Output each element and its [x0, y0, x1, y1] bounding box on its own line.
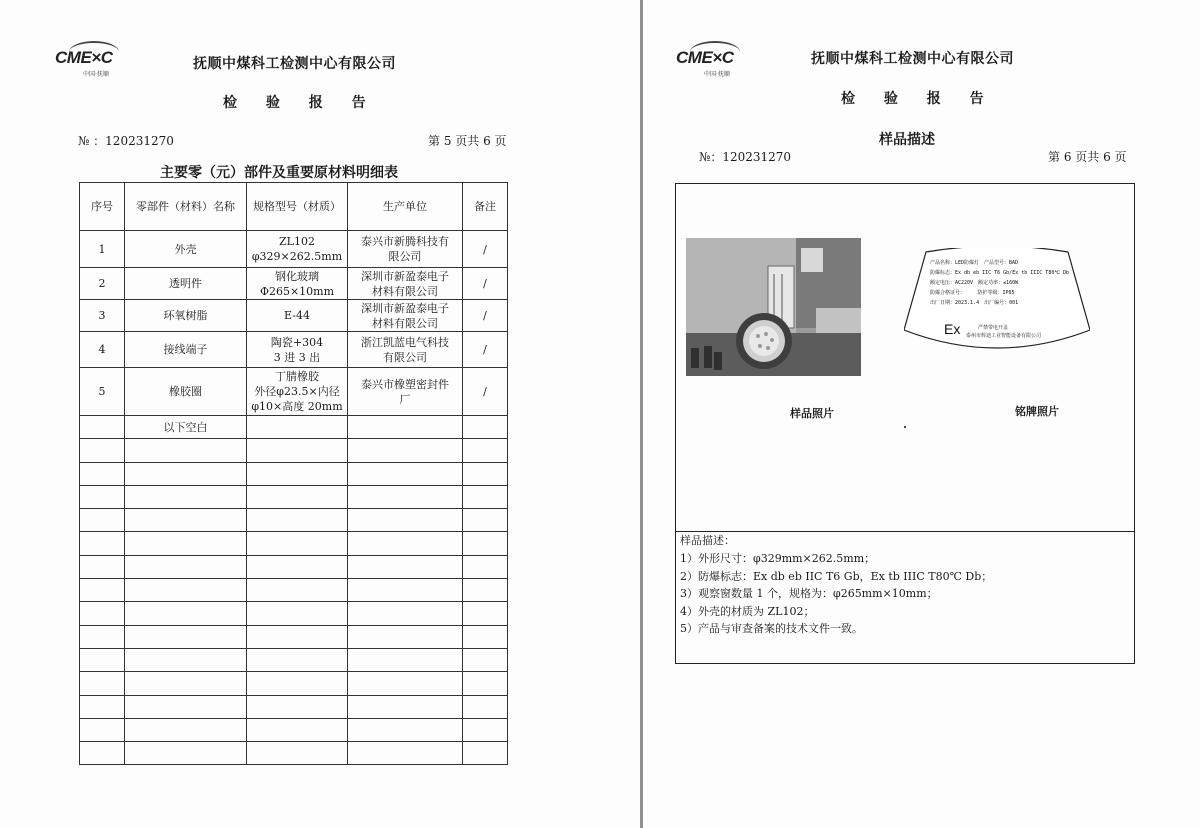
spec-line: 外径φ23.5×内径: [254, 385, 340, 398]
cell-maker: [348, 268, 463, 300]
section-title: 样品描述: [879, 132, 935, 148]
maker-line: 限公司: [388, 250, 422, 263]
photo-caption: 样品照片: [790, 407, 834, 420]
report-title: 检 验 报 告: [841, 91, 996, 107]
cell-empty: [348, 602, 463, 625]
report-title: 检 验 报 告: [223, 95, 378, 111]
cell-empty: [348, 509, 463, 532]
report-number: № ：120231270: [78, 134, 174, 148]
parts-table: [79, 182, 508, 765]
cell-empty: [247, 485, 348, 508]
cell-empty: [247, 416, 348, 439]
cell-empty: [80, 532, 125, 555]
cell-empty: [463, 742, 508, 765]
cell-empty: [247, 602, 348, 625]
cell-empty: [348, 579, 463, 602]
cell-no: 2: [80, 268, 125, 300]
cell-empty: [348, 555, 463, 578]
cell-spec: [247, 231, 348, 268]
cell-maker: [348, 300, 463, 332]
col-header-no: 序号: [80, 183, 125, 231]
cell-empty: [348, 742, 463, 765]
cell-empty: [463, 416, 508, 439]
cell-empty: [247, 462, 348, 485]
cell-empty: [80, 509, 125, 532]
cell-empty: [348, 695, 463, 718]
nameplate-line: 产品名称：LED防爆灯 产品型号：BAD: [930, 260, 1019, 266]
list-item: 5）产品与审查备案的技术文件一致。: [680, 622, 863, 635]
description-label: 样品描述：: [680, 534, 735, 547]
sample-photo: [686, 238, 861, 376]
nameplate-line: 额定电压：AC220V 额定功率：≤160W: [930, 280, 1019, 286]
cell-empty: [80, 579, 125, 602]
table-row-empty: [80, 579, 508, 602]
cell-empty: [463, 532, 508, 555]
cmec-logo: [676, 46, 746, 80]
cell-empty: [125, 695, 247, 718]
maker-line: 材料有限公司: [372, 316, 438, 330]
maker-line: 浙江凯蓝电气科技: [361, 335, 449, 349]
cell-empty: [348, 439, 463, 462]
table-row: [80, 416, 508, 439]
cell-empty: [80, 625, 125, 648]
report-page-6: [643, 0, 1200, 828]
cell-empty: [125, 742, 247, 765]
maker-line: 深圳市新盈泰电子: [361, 301, 449, 315]
cell-name: 外壳: [125, 231, 247, 268]
list-item: 3）观察窗数量 1 个，规格为：φ265mm×10mm；: [680, 587, 938, 600]
cell-maker: [348, 332, 463, 368]
cell-empty: [463, 602, 508, 625]
table-row-empty: [80, 625, 508, 648]
table-row: [80, 300, 508, 332]
logo-brand: CME×C: [55, 48, 113, 67]
table-row: [80, 368, 508, 416]
table-row-empty: [80, 602, 508, 625]
cell-name: 环氧树脂: [125, 300, 247, 332]
nameplate-caption: 铭牌照片: [1015, 405, 1059, 418]
cell-empty: [463, 718, 508, 741]
cell-empty: [125, 602, 247, 625]
cell-spec: [247, 368, 348, 416]
col-header-name: 零部件（材料）名称: [125, 183, 247, 231]
cell-no: 3: [80, 300, 125, 332]
cell-empty: [463, 485, 508, 508]
description-list: [680, 550, 992, 638]
cell-note: /: [463, 332, 508, 368]
cell-empty: [247, 509, 348, 532]
table-row-empty: [80, 462, 508, 485]
nameplate-line: 防爆标志：Ex db eb IIC T6 Gb/Ex tb IIIC T80℃ Db: [930, 270, 1069, 276]
maker-line: 泰兴市新腾科技有: [361, 235, 449, 248]
cell-empty: [247, 579, 348, 602]
nameplate-line: 防爆合格证号： 防护等级：IP65: [930, 290, 1015, 296]
maker-line: 泰兴市橡塑密封件: [361, 377, 449, 391]
cell-empty: [463, 439, 508, 462]
divider: [676, 531, 1134, 532]
cell-empty: [247, 742, 348, 765]
spec-line: 陶瓷+304: [270, 335, 324, 349]
cell-empty: [80, 439, 125, 462]
table-header-row: [80, 183, 508, 231]
cell-empty: [247, 718, 348, 741]
cell-spec: [247, 332, 348, 368]
cell-empty: [125, 462, 247, 485]
cell-empty: [125, 532, 247, 555]
cell-name: 接线端子: [125, 332, 247, 368]
table-row-empty: [80, 648, 508, 671]
report-number: №：120231270: [699, 150, 792, 164]
table-row-empty: [80, 555, 508, 578]
table-row-empty: [80, 439, 508, 462]
spec-line: 钢化玻璃: [275, 269, 319, 283]
cell-empty: [80, 462, 125, 485]
table-row: [80, 332, 508, 368]
cell-empty: [463, 509, 508, 532]
company-name: 抚顺中煤科工检测中心有限公司: [811, 51, 1014, 67]
nameplate-photo: [904, 248, 1090, 358]
cell-maker: [348, 231, 463, 268]
cell-empty: [247, 439, 348, 462]
cell-empty: [247, 625, 348, 648]
cell-spec: [247, 300, 348, 332]
cell-empty: [463, 672, 508, 695]
table-row-empty: [80, 485, 508, 508]
cell-empty: [80, 416, 125, 439]
spec-line: ZL102: [279, 235, 315, 248]
cell-empty: [80, 555, 125, 578]
col-header-note: 备注: [463, 183, 508, 231]
cell-empty: [463, 462, 508, 485]
cell-empty: [80, 742, 125, 765]
spec-line: Φ265×10mm: [259, 284, 335, 298]
cell-empty: [80, 485, 125, 508]
table-row-empty: [80, 509, 508, 532]
spec-line: 3 进 3 出: [273, 350, 321, 364]
cell-note: /: [463, 368, 508, 416]
cell-no: 1: [80, 231, 125, 268]
table-row-empty: [80, 672, 508, 695]
blank-note: 以下空白: [125, 416, 247, 439]
list-item: 4）外壳的材质为 ZL102；: [680, 604, 815, 618]
cell-empty: [125, 439, 247, 462]
cell-empty: [348, 532, 463, 555]
spec-line: φ10×高度 20mm: [251, 400, 343, 413]
nameplate-text: [930, 258, 1069, 308]
cell-empty: [348, 416, 463, 439]
cell-note: /: [463, 268, 508, 300]
cell-empty: [348, 718, 463, 741]
section-title: 主要零（元）部件及重要原材料明细表: [160, 165, 398, 181]
spec-line: E-44: [284, 309, 310, 322]
cell-empty: [247, 555, 348, 578]
cell-empty: [80, 602, 125, 625]
cell-empty: [80, 648, 125, 671]
nameplate-warning: 严禁带电开盖: [978, 325, 1009, 331]
cell-name: 橡胶圈: [125, 368, 247, 416]
cell-empty: [463, 579, 508, 602]
col-header-maker: 生产单位: [348, 183, 463, 231]
table-row-empty: [80, 532, 508, 555]
table-row-empty: [80, 742, 508, 765]
cell-empty: [80, 718, 125, 741]
cell-empty: [463, 625, 508, 648]
cell-empty: [348, 648, 463, 671]
table-row: [80, 231, 508, 268]
spec-line: 丁腈橡胶: [275, 370, 319, 383]
col-header-spec: 规格型号（材质）: [247, 183, 348, 231]
logo-sub: 中国·抚顺: [83, 71, 109, 78]
cell-empty: [463, 695, 508, 718]
logo-sub: 中国·抚顺: [704, 71, 730, 78]
sample-photo-image: [686, 238, 861, 376]
cell-empty: [125, 648, 247, 671]
list-item: 2）防爆标志：Ex db eb IIC T6 Gb，Ex tb IIIC T80℃ Db；: [680, 569, 993, 583]
cmec-logo: [55, 46, 125, 80]
cell-empty: [125, 579, 247, 602]
cell-empty: [80, 672, 125, 695]
maker-line: 厂: [399, 392, 411, 406]
cell-spec: [247, 268, 348, 300]
table-row: [80, 268, 508, 300]
maker-line: 材料有限公司: [372, 284, 438, 298]
table-row-empty: [80, 718, 508, 741]
cell-empty: [125, 555, 247, 578]
cell-empty: [80, 695, 125, 718]
page-label: 第 5 页共 6 页: [428, 134, 507, 148]
cell-empty: [348, 625, 463, 648]
cell-empty: [463, 648, 508, 671]
ex-mark: Ex: [944, 321, 961, 337]
cell-empty: [247, 695, 348, 718]
cell-empty: [247, 648, 348, 671]
cell-note: /: [463, 231, 508, 268]
cell-no: 5: [80, 368, 125, 416]
cell-maker: [348, 368, 463, 416]
sample-description-box: [675, 183, 1135, 664]
page-label: 第 6 页共 6 页: [1048, 150, 1127, 164]
cell-name: 透明件: [125, 268, 247, 300]
cell-empty: [348, 462, 463, 485]
speck: [904, 426, 906, 428]
cell-note: /: [463, 300, 508, 332]
cell-no: 4: [80, 332, 125, 368]
company-name: 抚顺中煤科工检测中心有限公司: [193, 56, 396, 72]
cell-empty: [247, 532, 348, 555]
table-row-empty: [80, 695, 508, 718]
cell-empty: [125, 625, 247, 648]
nameplate-line: 出厂日期：2023.1.4 出厂编号：001: [930, 300, 1019, 306]
maker-line: 有限公司: [383, 350, 427, 364]
cell-empty: [463, 555, 508, 578]
list-item: 1）外形尺寸：φ329mm×262.5mm；: [680, 552, 876, 565]
spec-line: φ329×262.5mm: [251, 250, 343, 263]
logo-brand: CME×C: [676, 48, 734, 67]
cell-empty: [125, 485, 247, 508]
cell-empty: [348, 485, 463, 508]
cell-empty: [247, 672, 348, 695]
nameplate-manufacturer: 泰州市辉迪工业智能设备有限公司: [966, 333, 1042, 339]
cell-empty: [125, 718, 247, 741]
cell-empty: [125, 672, 247, 695]
cell-empty: [348, 672, 463, 695]
cell-empty: [125, 509, 247, 532]
maker-line: 深圳市新盈泰电子: [361, 269, 449, 283]
